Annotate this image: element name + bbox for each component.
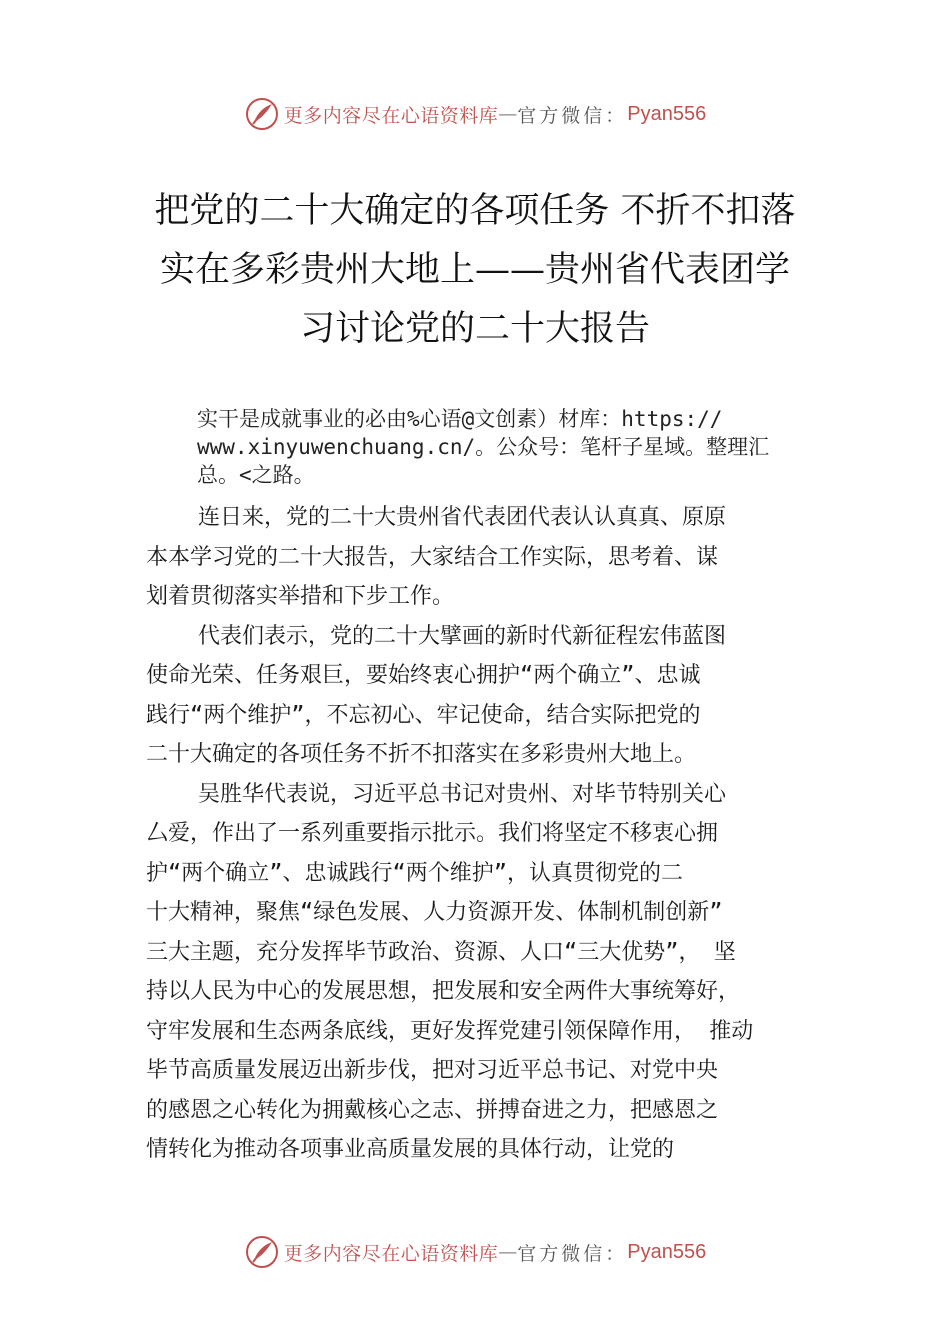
body-line: 二十大确定的各项任务不折不扣落实在多彩贵州大地上。 — [146, 742, 697, 767]
title-line: 把党的二十大确定的各项任务 不折不扣落 — [154, 191, 796, 231]
body-line: 吴胜华代表说，习近平总书记对贵州、对毕节特别关心 — [198, 781, 727, 807]
body-line: 守牢发展和生态两条底线，更好发挥党建引领保障作用， 推动 — [146, 1018, 754, 1044]
source-line: www.xinyuwenchuang.cn/。公众号：笔杆子星域。整理汇 — [197, 435, 770, 459]
body-line: 划着贯彻落实举措和下步工作。 — [146, 584, 455, 609]
body-line: 厶爱，作出了一系列重要指示批示。我们将坚定不移衷心拥 — [146, 821, 719, 846]
body-line: 持以人民为中心的发展思想，把发展和安全两件大事统筹好， — [146, 979, 741, 1004]
banner-wechat-label: 官方微信： — [517, 1242, 628, 1265]
header-watermark-banner — [0, 92, 950, 136]
banner-wechat-label: 官方微信： — [517, 104, 628, 127]
body-line: 情转化为推动各项事业高质量发展的具体行动，让党的 — [146, 1137, 675, 1162]
body-line: 代表们表示，党的二十大擘画的新时代新征程宏伟蓝图 — [198, 623, 727, 649]
body-line: 三大主题，充分发挥毕节政治、资源、人口“三大优势”， 坚 — [146, 939, 736, 965]
banner-wechat-id: Pyan556 — [627, 1240, 707, 1263]
quill-pen-logo-icon — [244, 96, 280, 132]
source-note — [197, 405, 837, 489]
source-line: 总。<之路。 — [197, 463, 315, 487]
quill-pen-logo-icon — [244, 1234, 280, 1270]
article-body — [146, 498, 826, 1170]
body-line: 的感恩之心转化为拥戴核心之志、拼搏奋进之力，把感恩之 — [146, 1097, 719, 1123]
title-line: 习讨论党的二十大报告 — [299, 309, 650, 349]
banner-main-text: 更多内容尽在心语资料库 — [283, 1242, 499, 1265]
document-title — [100, 182, 850, 359]
body-line: 护“两个确立”、忠诚践行“两个维护”，认真贯彻党的二 — [146, 860, 683, 886]
title-line: 实在多彩贵州大地上——贵州省代表团学 — [159, 250, 790, 290]
body-line: 使命光荣、任务艰巨，要始终衷心拥护“两个确立”、忠诚 — [146, 663, 701, 688]
banner-dash: — — [498, 1241, 518, 1263]
body-line: 毕节高质量发展迈出新步伐，把对习近平总书记、对党中央 — [146, 1058, 719, 1083]
source-line: 实干是成就事业的必由%心语@文创素）材库：https:// — [197, 407, 723, 431]
footer-watermark-banner — [0, 1230, 950, 1274]
body-line: 连日来，党的二十大贵州省代表团代表认认真真、原原 — [198, 505, 727, 530]
body-line: 十大精神，聚焦“绿色发展、人力资源开发、体制机制创新” — [146, 900, 723, 925]
banner-wechat-id: Pyan556 — [627, 102, 707, 125]
body-line: 践行“两个维护”，不忘初心、牢记使命，结合实际把党的 — [146, 702, 701, 728]
banner-main-text: 更多内容尽在心语资料库 — [283, 104, 499, 127]
banner-dash: — — [498, 103, 518, 125]
body-line: 本本学习党的二十大报告，大家结合工作实际，思考着、谋 — [146, 544, 719, 570]
